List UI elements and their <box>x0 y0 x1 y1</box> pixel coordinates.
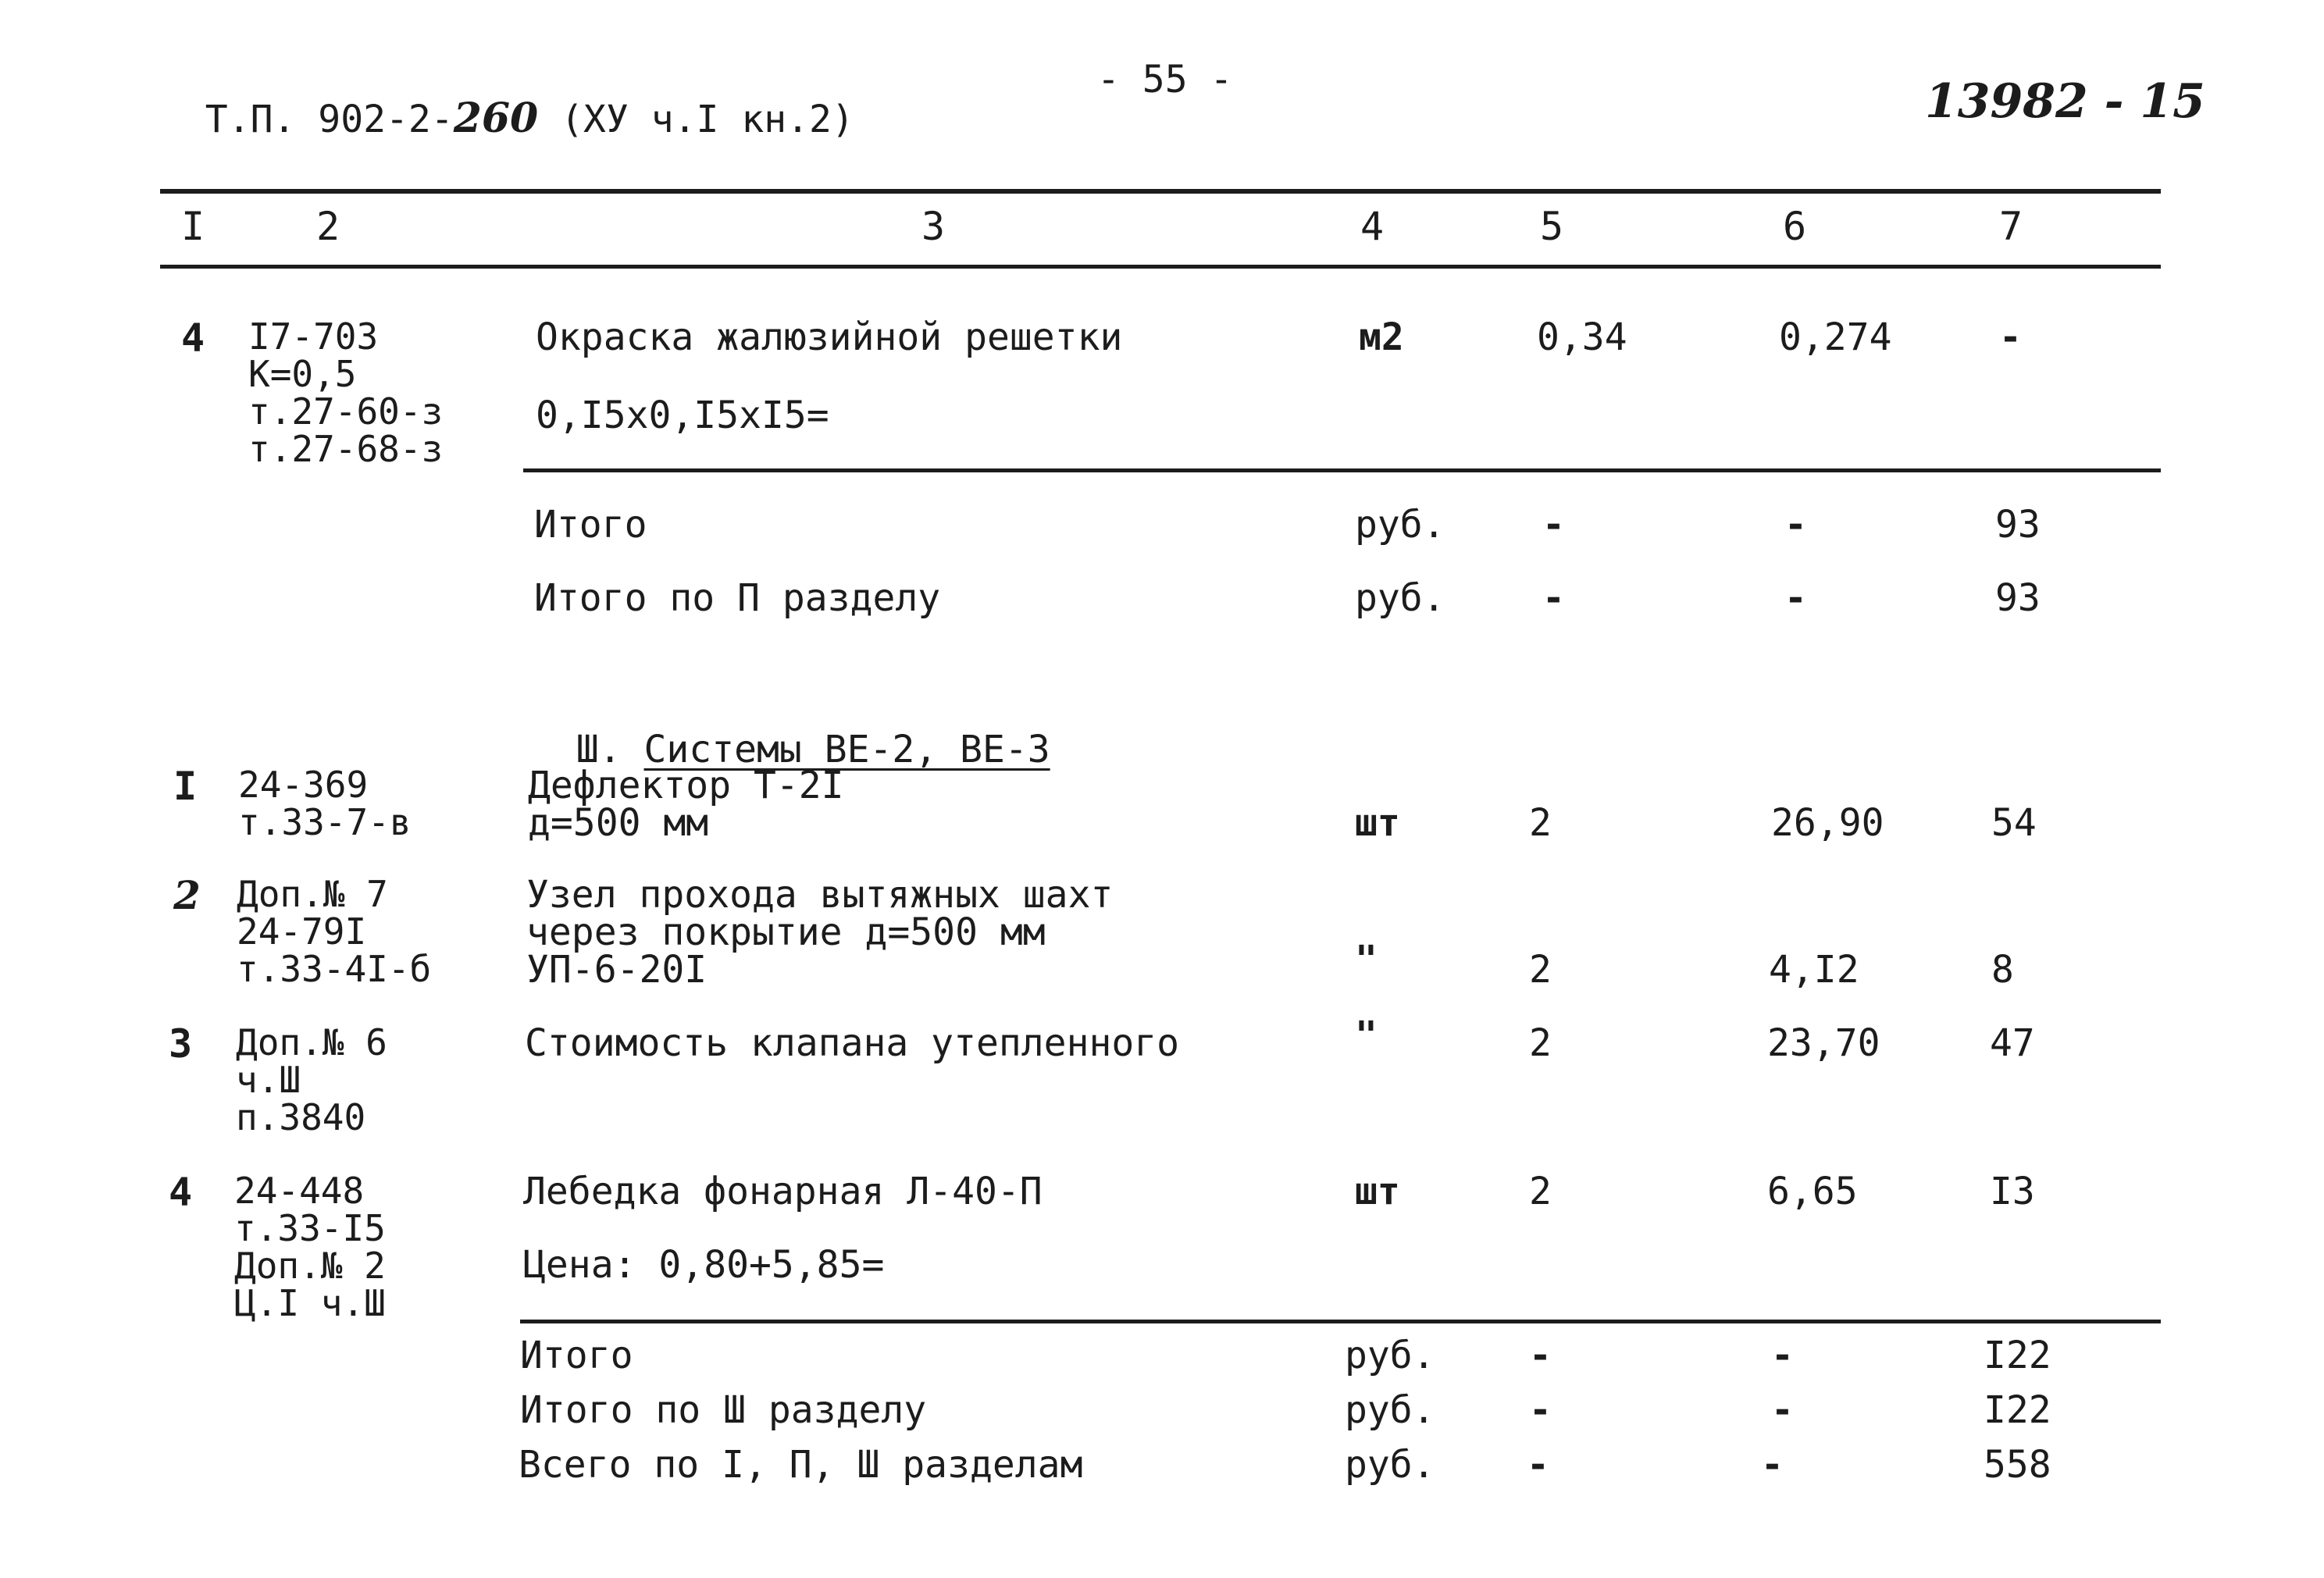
row-number: 3 <box>169 1021 193 1067</box>
section-heading-title: Системы ВЕ-2, ВЕ-3 <box>643 728 1050 771</box>
rate-code: т.27-68-з <box>248 428 444 470</box>
section-total-total: I22 <box>1984 1388 2051 1432</box>
unit: м2 <box>1359 315 1404 359</box>
quantity: 2 <box>1529 801 1552 845</box>
col-4-header: 4 <box>1360 204 1385 249</box>
section-total-price: - <box>1771 1388 1794 1432</box>
archive-number: 13982 - 15 <box>1925 74 2205 129</box>
section-total-label: Итого по Ш разделу <box>520 1388 927 1432</box>
row-number: 4 <box>181 315 205 361</box>
total: 8 <box>1991 948 2014 992</box>
section-total-unit: руб. <box>1345 1388 1435 1432</box>
subtotal-unit: руб. <box>1345 1334 1435 1377</box>
rate-code: 24-79I <box>237 910 367 953</box>
subtotal-qty: - <box>1529 1334 1552 1377</box>
row-number: 4 <box>169 1170 193 1215</box>
table-top-rule <box>160 189 2161 194</box>
rate-code: Доп.№ 2 <box>234 1245 386 1287</box>
subtotal-price: - <box>1771 1334 1794 1377</box>
unit-price: 0,274 <box>1779 315 1892 359</box>
rate-code: К=0,5 <box>248 353 357 395</box>
subtotal-total: 93 <box>1995 503 2041 547</box>
section-total-total: 93 <box>1995 576 2041 620</box>
section-total-qty: - <box>1542 576 1565 620</box>
item-description: Стоимость клапана утепленного <box>525 1021 1180 1065</box>
quantity: 2 <box>1529 1170 1552 1213</box>
grand-total-label: Всего по I, П, Ш разделам <box>519 1443 1083 1487</box>
doc-ref-prefix: Т.П. 902-2- <box>205 98 454 141</box>
col-6-header: 6 <box>1783 204 1807 249</box>
item-description: Лебедка фонарная Л-40-П <box>523 1170 1043 1213</box>
section-heading-number: Ш. <box>576 728 622 771</box>
subtotal-price: - <box>1784 503 1807 547</box>
grand-total-qty: - <box>1527 1443 1549 1487</box>
doc-ref-suffix: (ХУ ч.I кн.2) <box>561 98 854 141</box>
section-total-label: Итого по П разделу <box>534 576 941 620</box>
item-description: через покрытие д=500 мм <box>526 910 1046 954</box>
rate-code: п.3840 <box>236 1096 366 1138</box>
rate-code: Доп.№ 6 <box>236 1021 387 1063</box>
total: 47 <box>1990 1021 2035 1065</box>
item-description: Узел прохода вытяжных шахт <box>526 873 1114 917</box>
rate-code: 24-448 <box>234 1170 365 1212</box>
item-description: Цена: 0,80+5,85= <box>523 1243 885 1287</box>
subtotal-total: I22 <box>1984 1334 2051 1377</box>
rate-code: Ц.I ч.Ш <box>234 1282 386 1324</box>
rate-code: I7-703 <box>248 315 379 358</box>
rate-code: Доп.№ 7 <box>237 873 388 915</box>
item-description: УП-6-20I <box>526 948 708 992</box>
col-7-header: 7 <box>1999 204 2023 249</box>
section-total-unit: руб. <box>1355 576 1445 620</box>
subtotal-rule <box>520 1320 2161 1323</box>
section-total-qty: - <box>1529 1388 1552 1432</box>
item-description: д=500 мм <box>528 801 709 845</box>
col-3-header: 3 <box>921 204 946 249</box>
row-number: 2 <box>173 872 201 918</box>
subtotal-unit: руб. <box>1355 503 1445 547</box>
col-1-header: I <box>181 204 205 249</box>
grand-total-price: - <box>1761 1443 1784 1487</box>
rate-code: т.33-I5 <box>234 1207 386 1249</box>
col-5-header: 5 <box>1540 204 1564 249</box>
document-reference <box>160 61 854 142</box>
table-header-rule <box>160 265 2161 269</box>
rate-code: ч.Ш <box>236 1059 301 1101</box>
quantity: 2 <box>1529 948 1552 992</box>
unit-price: 23,70 <box>1767 1021 1880 1065</box>
subtotal-label: Итого <box>520 1334 633 1377</box>
grand-total-unit: руб. <box>1345 1443 1435 1487</box>
unit: шт <box>1355 801 1400 845</box>
quantity: 0,34 <box>1537 315 1627 359</box>
rate-code: 24-369 <box>238 764 369 806</box>
item-description: Дефлектор Т-2I <box>528 764 844 807</box>
section-total-price: - <box>1784 576 1807 620</box>
rate-code: т.33-7-в <box>238 801 412 843</box>
unit-price: 6,65 <box>1767 1170 1858 1213</box>
item-description: Окраска жалюзийной решетки <box>536 315 1123 359</box>
total: I3 <box>1990 1170 2035 1213</box>
rate-code: т.27-60-з <box>248 390 444 433</box>
grand-total-total: 558 <box>1984 1443 2051 1487</box>
unit-price: 26,90 <box>1771 801 1884 845</box>
total: - <box>1999 315 2022 359</box>
subtotal-rule <box>523 468 2161 472</box>
row-number: I <box>173 764 198 809</box>
rate-code: т.33-4I-б <box>237 948 432 990</box>
unit-ditto: " <box>1355 1013 1378 1057</box>
unit: шт <box>1355 1170 1400 1213</box>
unit-price: 4,I2 <box>1769 948 1859 992</box>
quantity: 2 <box>1529 1021 1552 1065</box>
col-2-header: 2 <box>316 204 340 249</box>
unit-ditto: " <box>1355 938 1378 981</box>
subtotal-qty: - <box>1542 503 1565 547</box>
subtotal-label: Итого <box>534 503 647 547</box>
doc-ref-handwritten: 260 <box>453 94 539 142</box>
page-number: - 55 - <box>1097 58 1233 102</box>
section-heading <box>531 693 1050 771</box>
item-description: 0,I5x0,I5xI5= <box>536 394 829 437</box>
total: 54 <box>1991 801 2037 845</box>
